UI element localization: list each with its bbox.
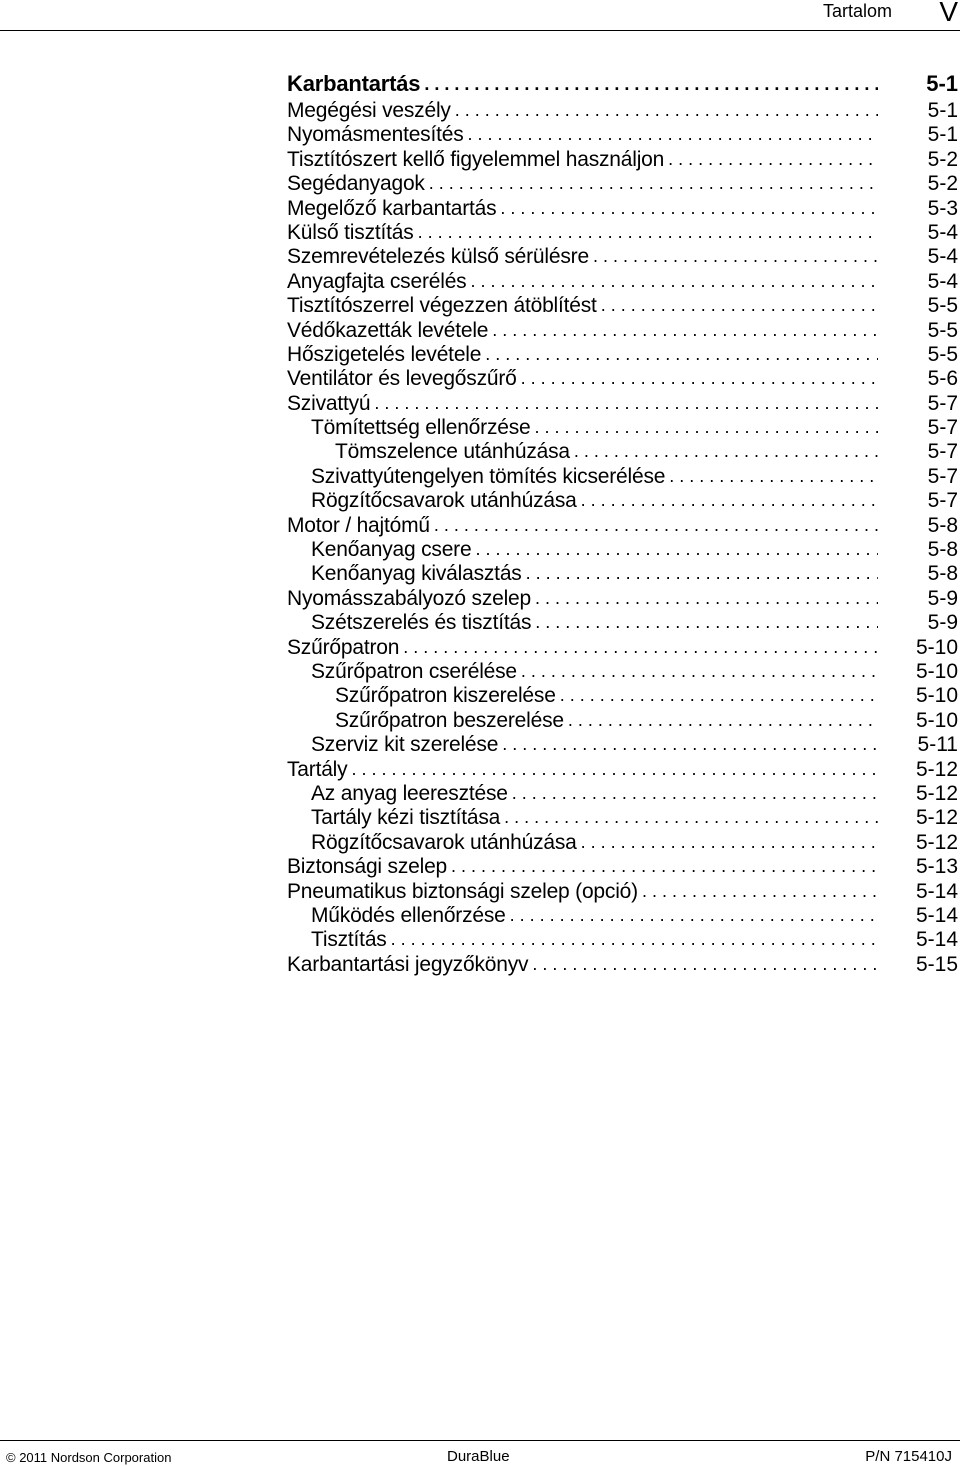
toc-dot-leader	[418, 220, 878, 244]
toc-entry[interactable]	[287, 684, 958, 708]
toc-entry[interactable]	[287, 806, 958, 830]
toc-entry-title: Motor / hajtómű	[287, 513, 430, 537]
toc-dot-leader	[492, 318, 878, 342]
toc-entry-page: 5-14	[915, 928, 958, 952]
section-title: Tartalom	[822, 1, 892, 21]
toc-dot-leader	[512, 781, 878, 805]
toc-entry[interactable]	[287, 928, 958, 952]
toc-entry-page: 5-7	[927, 416, 958, 440]
toc-entry[interactable]	[287, 68, 958, 99]
toc-entry-title: Tartály	[287, 757, 348, 781]
toc-dot-leader	[510, 903, 878, 927]
toc-entry-page: 5-8	[927, 513, 958, 537]
toc-entry-title: Szivattyú	[287, 391, 371, 415]
toc-dot-leader	[403, 635, 878, 659]
toc-entry[interactable]	[287, 782, 958, 806]
toc-entry-title: Szűrőpatron cserélése	[311, 659, 517, 683]
toc-entry-title: Tartály kézi tisztítása	[311, 806, 501, 830]
toc-entry-title: Tisztítás	[311, 928, 387, 952]
toc-entry[interactable]	[287, 514, 958, 538]
toc-entry-page: 5-10	[915, 659, 958, 683]
page-number: V	[939, 0, 958, 27]
toc-entry[interactable]	[287, 489, 958, 513]
toc-entry[interactable]	[287, 611, 958, 635]
toc-entry[interactable]	[287, 99, 958, 123]
toc-entry[interactable]	[287, 953, 958, 977]
toc-dot-leader	[532, 952, 878, 976]
toc-entry-title: Védőkazetták levétele	[287, 318, 489, 342]
toc-entry-page: 5-3	[927, 196, 958, 220]
toc-dot-leader	[391, 927, 878, 951]
toc-entry-title: Nyomásmentesítés	[287, 123, 464, 147]
toc-entry-title: Kenőanyag csere	[311, 538, 472, 562]
toc-dot-leader	[485, 342, 878, 366]
toc-dot-leader	[351, 757, 878, 781]
toc-entry-page: 5-4	[927, 245, 958, 269]
toc-entry[interactable]	[287, 733, 958, 757]
toc-entry[interactable]	[287, 709, 958, 733]
toc-entry-page: 5-5	[927, 294, 958, 318]
toc-entry[interactable]	[287, 367, 958, 391]
toc-entry[interactable]	[287, 660, 958, 684]
toc-entry-title: Biztonsági szelep	[287, 855, 448, 879]
toc-dot-leader	[526, 561, 878, 585]
toc-dot-leader	[535, 586, 878, 610]
toc-entry-page: 5-10	[915, 684, 958, 708]
toc-dot-leader	[581, 830, 878, 854]
toc-entry-page: 5-2	[927, 147, 958, 171]
toc-dot-leader	[574, 439, 878, 463]
toc-entry[interactable]	[287, 245, 958, 269]
toc-dot-leader	[535, 610, 878, 634]
toc-dot-leader	[642, 879, 878, 903]
toc-entry[interactable]	[287, 197, 958, 221]
toc-dot-leader	[601, 293, 878, 317]
toc-entry-title: Megégési veszély	[287, 99, 451, 122]
toc-entry[interactable]	[287, 148, 958, 172]
toc-entry-page: 5-14	[915, 903, 958, 927]
toc-entry-page: 5-14	[915, 879, 958, 903]
toc-entry-page: 5-12	[915, 757, 958, 781]
toc-entry-page: 5-4	[927, 220, 958, 244]
toc-entry-title: Rögzítőcsavarok utánhúzása	[311, 830, 577, 854]
toc-entry-title: Anyagfajta cserélés	[287, 269, 467, 293]
toc-entry-title: Külső tisztítás	[287, 220, 414, 244]
toc-entry-title: Szerviz kit szerelése	[311, 733, 499, 757]
toc-entry-title: Szivattyútengelyen tömítés kicserélése	[311, 464, 666, 488]
toc-entry-page: 5-7	[927, 440, 958, 464]
toc-entry-page: 5-9	[927, 586, 958, 610]
toc-entry[interactable]	[287, 123, 958, 147]
toc-entry[interactable]	[287, 294, 958, 318]
toc-entry[interactable]	[287, 636, 958, 660]
toc-dot-leader	[581, 488, 878, 512]
toc-entry-title: Karbantartás	[287, 71, 421, 96]
toc-dot-leader	[504, 805, 878, 829]
toc-entry-title: Tömszelence utánhúzása	[335, 440, 570, 464]
toc-dot-leader	[475, 537, 878, 561]
toc-entry-title: Segédanyagok	[287, 172, 425, 196]
toc-dot-leader	[669, 464, 878, 488]
toc-dot-leader	[434, 513, 878, 537]
toc-entry-page: 5-12	[915, 830, 958, 854]
toc-entry-title: Tisztítószerrel végezzen átöblítést	[287, 294, 597, 318]
toc-entry-page: 5-12	[915, 781, 958, 805]
toc-entry-page: 5-1	[926, 71, 958, 96]
toc-entry[interactable]	[287, 416, 958, 440]
toc-entry-page: 5-11	[917, 733, 958, 757]
toc-entry[interactable]	[287, 538, 958, 562]
product-name: DuraBlue	[447, 1448, 510, 1465]
toc-entry[interactable]	[287, 465, 958, 489]
toc-entry-title: Pneumatikus biztonsági szelep (opció)	[287, 879, 638, 903]
toc-dot-leader	[429, 171, 878, 195]
toc-dot-leader	[374, 391, 878, 415]
toc-entry[interactable]	[287, 440, 958, 464]
toc-dot-leader	[593, 244, 878, 268]
toc-entry[interactable]	[287, 587, 958, 611]
toc-dot-leader	[502, 732, 878, 756]
toc-entry-title: Az anyag leeresztése	[311, 781, 508, 805]
toc-entry-title: Kenőanyag kiválasztás	[311, 562, 522, 586]
toc-entry-page: 5-8	[927, 538, 958, 562]
toc-entry-title: Nyomásszabályozó szelep	[287, 586, 532, 610]
toc-entry[interactable]	[287, 831, 958, 855]
toc-entry[interactable]	[287, 270, 958, 294]
toc-entry-title: Rögzítőcsavarok utánhúzása	[311, 489, 577, 513]
toc-dot-leader	[568, 708, 878, 732]
toc-entry[interactable]	[287, 343, 958, 367]
toc-dot-leader	[521, 366, 878, 390]
toc-dot-leader	[560, 683, 878, 707]
toc-entry-page: 5-9	[927, 611, 958, 635]
toc-dot-leader	[668, 147, 878, 171]
toc-entry[interactable]	[287, 221, 958, 245]
toc-dot-leader	[455, 98, 878, 122]
toc-entry-page: 5-12	[915, 806, 958, 830]
toc-entry[interactable]	[287, 880, 958, 904]
toc-entry[interactable]	[287, 855, 958, 879]
toc-entry-title: Ventilátor és levegőszűrő	[287, 367, 517, 391]
toc-entry-page: 5-4	[927, 269, 958, 293]
toc-dot-leader	[468, 122, 878, 146]
toc-entry-page: 5-13	[915, 855, 958, 879]
toc-entry[interactable]	[287, 758, 958, 782]
table-of-contents	[287, 68, 958, 977]
page-footer	[0, 1440, 960, 1466]
toc-dot-leader	[500, 196, 878, 220]
toc-entry-page: 5-15	[915, 952, 958, 976]
toc-entry-page: 5-5	[927, 318, 958, 342]
toc-dot-leader	[521, 659, 878, 683]
toc-entry-title: Hőszigetelés levétele	[287, 342, 482, 366]
toc-entry-page: 5-7	[927, 464, 958, 488]
copyright-notice: © 2011 Nordson Corporation	[6, 1450, 172, 1465]
toc-entry-title: Tisztítószert kellő figyelemmel használjon	[287, 147, 665, 171]
toc-entry[interactable]	[287, 319, 958, 343]
toc-entry-title: Szűrőpatron beszerelése	[335, 708, 564, 732]
toc-entry-title: Szétszerelés és tisztítás	[311, 611, 532, 635]
page-header	[0, 0, 960, 31]
toc-entry-page: 5-1	[927, 99, 958, 122]
toc-entry-page: 5-7	[927, 489, 958, 513]
toc-entry-page: 5-10	[915, 635, 958, 659]
toc-entry-page: 5-7	[927, 391, 958, 415]
toc-dot-leader	[451, 854, 878, 878]
toc-entry-page: 5-5	[927, 342, 958, 366]
toc-entry-page: 5-6	[927, 367, 958, 391]
toc-entry-title: Tömítettség ellenőrzése	[311, 416, 531, 440]
toc-entry-title: Szűrőpatron kiszerelése	[335, 684, 556, 708]
toc-dot-leader	[535, 415, 878, 439]
toc-entry-title: Szemrevételezés külső sérülésre	[287, 245, 589, 269]
toc-entry[interactable]	[287, 562, 958, 586]
toc-dot-leader	[470, 269, 878, 293]
part-number: P/N 715410J	[865, 1448, 952, 1465]
toc-entry[interactable]	[287, 904, 958, 928]
toc-entry-page: 5-8	[927, 562, 958, 586]
toc-dot-leader	[424, 69, 878, 100]
toc-entry-title: Szűrőpatron	[287, 635, 400, 659]
toc-entry-page: 5-1	[927, 123, 958, 147]
toc-entry-title: Karbantartási jegyzőkönyv	[287, 952, 529, 976]
toc-entry[interactable]	[287, 172, 958, 196]
toc-entry[interactable]	[287, 392, 958, 416]
toc-entry-page: 5-2	[927, 172, 958, 196]
toc-entry-title: Megelőző karbantartás	[287, 196, 497, 220]
toc-entry-title: Működés ellenőrzése	[311, 903, 506, 927]
toc-entry-page: 5-10	[915, 708, 958, 732]
